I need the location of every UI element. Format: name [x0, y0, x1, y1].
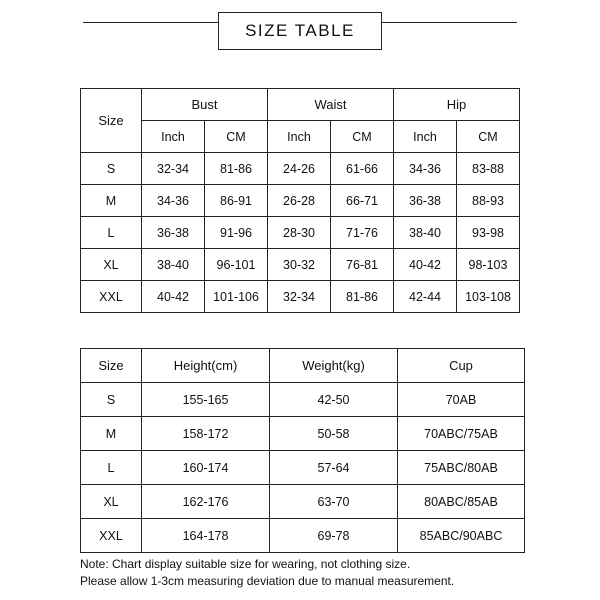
row-size: XXL: [81, 519, 142, 553]
cell-hip-inch: 38-40: [394, 217, 457, 249]
cell-hip-cm: 98-103: [457, 249, 520, 281]
cell-height: 164-178: [142, 519, 270, 553]
header-hip-cm: CM: [457, 121, 520, 153]
header-waist-cm: CM: [331, 121, 394, 153]
row-size: XL: [81, 485, 142, 519]
title-rule-left: [83, 22, 218, 23]
row-size: M: [81, 417, 142, 451]
cell-height: 162-176: [142, 485, 270, 519]
header-height: Height(cm): [142, 349, 270, 383]
header-weight: Weight(kg): [270, 349, 398, 383]
header-size: Size: [81, 89, 142, 153]
table-row: [81, 417, 525, 451]
cell-hip-inch: 42-44: [394, 281, 457, 313]
header-bust-cm: CM: [205, 121, 268, 153]
table-row: [81, 485, 525, 519]
header-hip: Hip: [394, 89, 520, 121]
cell-waist-cm: 66-71: [331, 185, 394, 217]
cell-weight: 63-70: [270, 485, 398, 519]
cell-hip-cm: 88-93: [457, 185, 520, 217]
cell-cup: 70ABC/75AB: [398, 417, 525, 451]
cell-height: 160-174: [142, 451, 270, 485]
table-row: [81, 217, 520, 249]
row-size: S: [81, 383, 142, 417]
cell-waist-cm: 61-66: [331, 153, 394, 185]
cell-waist-inch: 26-28: [268, 185, 331, 217]
header-cup: Cup: [398, 349, 525, 383]
title-box: [218, 12, 382, 50]
cell-bust-inch: 34-36: [142, 185, 205, 217]
cell-waist-inch: 28-30: [268, 217, 331, 249]
cell-weight: 50-58: [270, 417, 398, 451]
table-row: [81, 153, 520, 185]
header-hip-inch: Inch: [394, 121, 457, 153]
cell-bust-inch: 36-38: [142, 217, 205, 249]
cell-height: 155-165: [142, 383, 270, 417]
fit-recommendation-table: [80, 348, 525, 553]
note-line-2: Please allow 1-3cm measuring deviation due to manual measurement.: [80, 574, 455, 588]
table-row: [81, 281, 520, 313]
cell-hip-cm: 83-88: [457, 153, 520, 185]
cell-bust-cm: 86-91: [205, 185, 268, 217]
cell-hip-cm: 103-108: [457, 281, 520, 313]
title-rule-right: [382, 22, 517, 23]
cell-hip-cm: 93-98: [457, 217, 520, 249]
cell-bust-cm: 81-86: [205, 153, 268, 185]
cell-bust-cm: 91-96: [205, 217, 268, 249]
table-row: [81, 383, 525, 417]
cell-weight: 57-64: [270, 451, 398, 485]
header-size: Size: [81, 349, 142, 383]
header-waist: Waist: [268, 89, 394, 121]
title-banner: [218, 12, 382, 50]
cell-waist-inch: 30-32: [268, 249, 331, 281]
notes-block: [80, 556, 540, 590]
header-bust: Bust: [142, 89, 268, 121]
row-size: M: [81, 185, 142, 217]
page-title: SIZE TABLE: [245, 21, 355, 40]
table-header-row-units: [81, 121, 520, 153]
row-size: L: [81, 451, 142, 485]
cell-waist-inch: 32-34: [268, 281, 331, 313]
row-size: XXL: [81, 281, 142, 313]
cell-hip-inch: 36-38: [394, 185, 457, 217]
note-line-1: Note: Chart display suitable size for wearing, not clothing size.: [80, 557, 411, 571]
cell-cup: 85ABC/90ABC: [398, 519, 525, 553]
table-row: [81, 185, 520, 217]
cell-waist-inch: 24-26: [268, 153, 331, 185]
cell-waist-cm: 76-81: [331, 249, 394, 281]
cell-bust-inch: 32-34: [142, 153, 205, 185]
row-size: XL: [81, 249, 142, 281]
table-row: [81, 249, 520, 281]
cell-hip-inch: 40-42: [394, 249, 457, 281]
row-size: S: [81, 153, 142, 185]
table-row: [81, 451, 525, 485]
cell-height: 158-172: [142, 417, 270, 451]
cell-cup: 70AB: [398, 383, 525, 417]
body-measurement-table: [80, 88, 520, 313]
cell-bust-inch: 40-42: [142, 281, 205, 313]
header-bust-inch: Inch: [142, 121, 205, 153]
table-header-row-groups: [81, 89, 520, 121]
table-header-row: [81, 349, 525, 383]
cell-waist-cm: 71-76: [331, 217, 394, 249]
cell-bust-inch: 38-40: [142, 249, 205, 281]
cell-weight: 42-50: [270, 383, 398, 417]
row-size: L: [81, 217, 142, 249]
cell-cup: 80ABC/85AB: [398, 485, 525, 519]
table-row: [81, 519, 525, 553]
cell-bust-cm: 96-101: [205, 249, 268, 281]
cell-hip-inch: 34-36: [394, 153, 457, 185]
cell-weight: 69-78: [270, 519, 398, 553]
header-waist-inch: Inch: [268, 121, 331, 153]
cell-cup: 75ABC/80AB: [398, 451, 525, 485]
cell-bust-cm: 101-106: [205, 281, 268, 313]
cell-waist-cm: 81-86: [331, 281, 394, 313]
